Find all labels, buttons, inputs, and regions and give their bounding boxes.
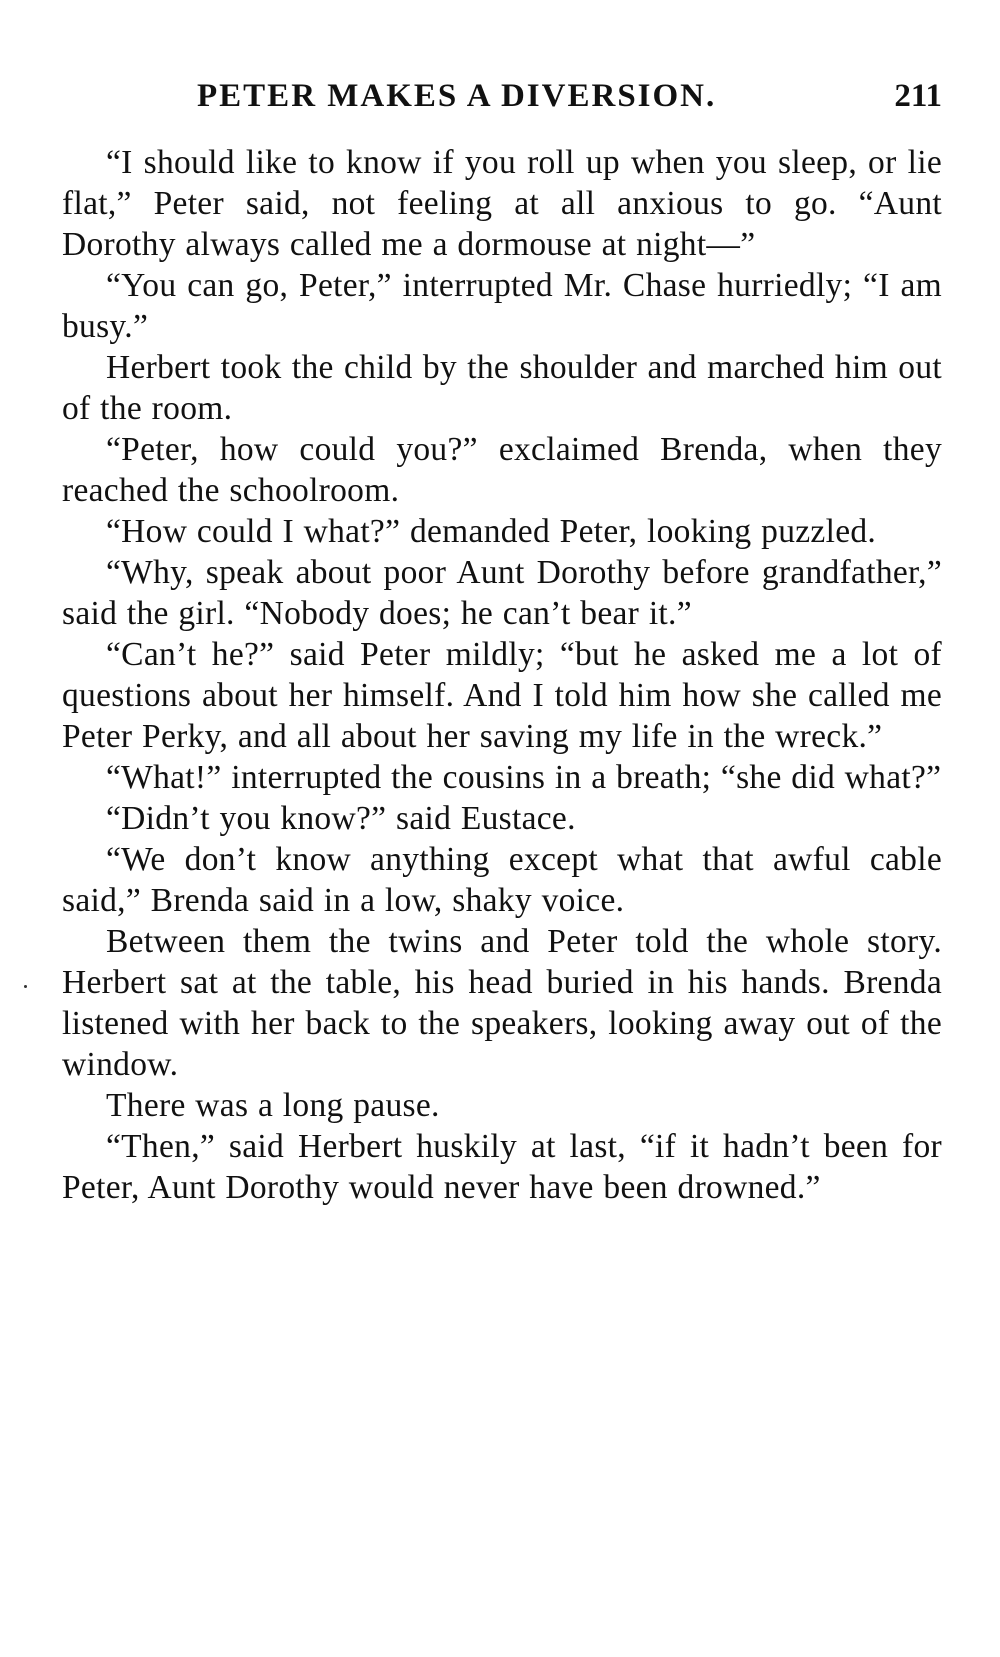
running-head <box>62 60 942 120</box>
paragraph: Herbert took the child by the shoulder and marched him out of the room. <box>62 349 942 427</box>
running-title: PETER MAKES A DIVERSION. <box>197 78 717 114</box>
paragraph: “You can go, Peter,” interrupted Mr. Chase hurriedly; “I am busy.” <box>62 267 942 345</box>
page-number: 211 <box>894 78 942 114</box>
paragraph: “Why, speak about poor Aunt Dorothy before grandfather,” said the girl. “Nobody does; he can’t bear it.” <box>62 554 942 632</box>
paragraph: “Peter, how could you?” exclaimed Brenda, when they reached the schoolroom. <box>62 431 942 509</box>
paragraph: There was a long pause. <box>106 1087 440 1124</box>
paragraph: “We don’t know anything except what that awful cable said,” Brenda said in a low, shaky voice. <box>62 841 942 919</box>
paragraph: “I should like to know if you roll up when you sleep, or lie flat,” Peter said, not feeling at all anxious to go. “Aunt Dorothy always called me a dormouse at night—” <box>62 144 942 263</box>
stray-mark <box>24 985 27 988</box>
paragraph: “How could I what?” demanded Peter, looking puzzled. <box>106 513 877 550</box>
paragraph: “What!” interrupted the cousins in a breath; “she did what?” <box>106 759 942 796</box>
book-page <box>62 60 942 1630</box>
paragraph: Between them the twins and Peter told the whole story. Herbert sat at the table, his head buried in his hands. Brenda listened with her back to the speakers, looking away out of the window. <box>62 923 942 1083</box>
paragraph: “Can’t he?” said Peter mildly; “but he asked me a lot of questions about her himself. And I told him how she called me Peter Perky, and all about her saving my life in the wreck.” <box>62 636 942 755</box>
paragraph: “Then,” said Herbert huskily at last, “if it hadn’t been for Peter, Aunt Dorothy would never have been drowned.” <box>62 1128 942 1206</box>
paragraph: “Didn’t you know?” said Eustace. <box>106 800 576 837</box>
body-text <box>62 142 942 1208</box>
